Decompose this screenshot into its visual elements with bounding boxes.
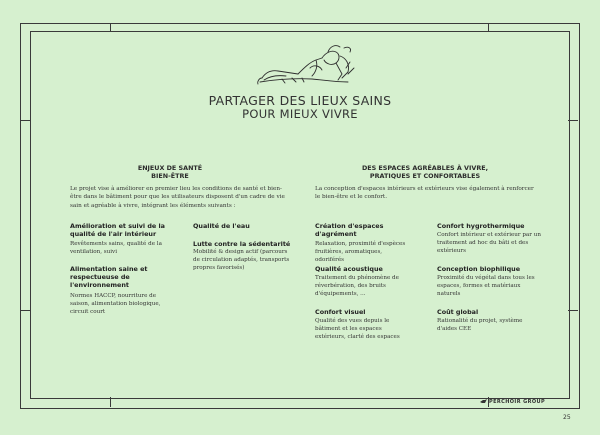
item-text: Normes HACCP, nourriture de saison, alimentation biologique, circuit court — [70, 293, 161, 316]
right-heading-line1: DES ESPACES AGRÉABLES À VIVRE, — [361, 164, 489, 172]
item-text: Traitement du phénomène de réverbération, des bruits d'équipements, ... — [315, 275, 399, 298]
left-heading-line1: ENJEUX DE SANTÉ — [137, 164, 203, 172]
reclining-person-illustration — [252, 38, 362, 93]
right-heading-line2: PRATIQUES ET CONFORTABLES — [369, 172, 481, 181]
item-title: Coût global — [437, 308, 479, 316]
item-title: Lutte contre la sédentarité — [193, 240, 291, 248]
brand-name: PERCHOIR GROUP — [489, 399, 546, 405]
item-title: Amélioration et suivi de la qualité de l'air intérieur — [70, 222, 165, 239]
left-intro: Le projet vise à améliorer en premier lieu les conditions de santé et bien-être dans le bâtiment pour que les utilisateurs disposent d'un cadre de vie sain et agréable à vivre, intégrant les éléments suivants : — [70, 186, 285, 209]
item-title: Qualité de l'eau — [193, 222, 250, 230]
right-column-heading — [350, 164, 500, 181]
item-title: Qualité acoustique — [315, 265, 383, 273]
item-text: Relaxation, proximité d'espèces fruitières, aromatiques, odoriférés — [315, 241, 406, 264]
brand-logo — [480, 399, 545, 405]
item-title: Conception biophilique — [437, 265, 521, 273]
frame-tick — [110, 23, 111, 31]
item-text: Rationalité du projet, système d'aides CEE — [437, 318, 523, 333]
frame-tick — [568, 310, 578, 311]
item-title: Confort hygrothermique — [437, 222, 525, 230]
left-column-heading — [100, 164, 240, 181]
page-subtitle: POUR MIEUX VIVRE — [242, 107, 358, 121]
frame-tick — [20, 310, 30, 311]
right-intro: La conception d'espaces intérieurs et extérieurs vise également à renforcer le bien-être et le confort. — [315, 186, 534, 201]
left-heading-line2: BIEN-ÊTRE — [151, 172, 189, 181]
item-text: Qualité des vues depuis le bâtiment et les espaces extérieurs, clarté des espaces — [315, 318, 400, 341]
frame-tick — [488, 23, 489, 31]
frame-tick — [110, 397, 111, 407]
item-text: Mobilité & design actif (parcours de circulation adaptés, transports propres favorisés) — [193, 249, 290, 272]
page-number: 25 — [563, 414, 571, 421]
item-text: Confort intérieur et extérieur par un traitement ad hoc du bâti et des extérieurs — [437, 232, 541, 255]
item-title: Création d'espaces d'agrément — [315, 222, 384, 239]
page-title: PARTAGER DES LIEUX SAINS — [208, 93, 392, 108]
item-text: Proximité du végétal dans tous les espaces, formes et matériaux naturels — [437, 275, 535, 298]
bird-icon — [480, 399, 487, 405]
item-title: Alimentation saine et respectueuse de l'environnement — [70, 265, 148, 290]
item-title: Confort visuel — [315, 308, 366, 316]
item-text: Revêtements sains, qualité de la ventilation, suivi — [70, 241, 162, 256]
